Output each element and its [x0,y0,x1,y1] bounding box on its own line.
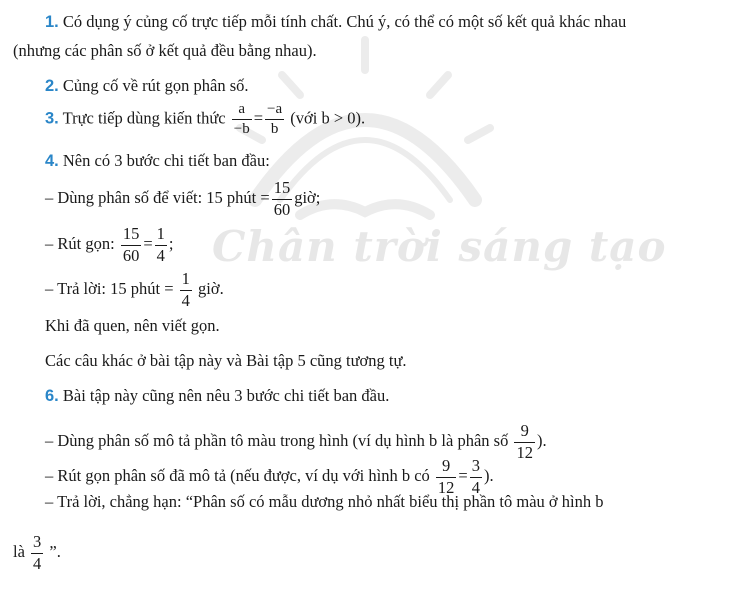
fraction: $\frac{15}{60}$ [122,224,140,265]
step-text: ). [536,430,547,450]
para-6 [45,351,407,371]
step-text: – Dùng phân số mô tả phần tô màu trong hình (ví dụ hình b là phân số [45,430,509,450]
equals-sign: = [253,108,264,128]
para-1 [45,12,626,32]
para-text: Có dụng ý củng cố trực tiếp mỗi tính chất. Chú ý, có thể có một số kết quả khác nhau [62,12,627,31]
step-text: giờ; [294,187,321,207]
item-number: 3. [45,109,59,128]
step-text: ”. [49,541,61,561]
fraction: $\frac{15}{60}$ [273,178,291,219]
para-3 [45,102,365,137]
equals-sign: = [143,233,153,253]
para-text: Bài tập này cũng nên nêu 3 bước chi tiết ban đầu. [62,386,390,405]
step-text: là [13,541,25,561]
para-7-step-3-cont [13,534,61,572]
para-4-step-3 [45,271,224,309]
item-number: 6. [45,387,59,405]
fraction: $\frac{1}{4}$ [181,269,190,310]
step-text: – Rút gọn phân số đã mô tả (nếu được, ví dụ với hình b có [45,465,430,485]
para-text: (với b > 0). [290,108,366,128]
watermark-text: Chân trời sáng tạo [212,222,667,271]
para-5 [45,316,220,336]
para-4-step-1 [45,180,320,218]
para-text: Trực tiếp dùng kiến thức [62,108,226,128]
para-4 [45,151,270,171]
fraction: $\frac{9}{12}$ [437,456,455,497]
para-1-cont [13,41,317,61]
fraction: $\frac{a}{-b}$ [233,101,250,137]
step-text: ). [483,465,494,485]
equals-sign: = [458,465,468,485]
para-text: Củng cố về rút gọn phân số. [62,76,249,95]
para-text: (nhưng các phân số ở kết quả đều bằng nhau). [13,41,317,60]
step-text: – Dùng phân số để viết: 15 phút = [45,187,270,207]
para-2 [45,76,249,96]
para-7-step-2 [45,458,494,496]
para-text: Khi đã quen, nên viết gọn. [45,316,220,335]
fraction: $\frac{3}{4}$ [33,532,42,573]
step-text: ; [168,233,174,253]
fraction: $\frac{-a}{b}$ [267,101,283,137]
para-4-step-2 [45,226,173,264]
step-text: – Trả lời, chẳng hạn: “Phân số có mẫu dương nhỏ nhất biểu thị phần tô màu ở hình b [45,492,604,511]
item-number: 4. [45,152,59,170]
fraction: $\frac{1}{4}$ [156,224,165,265]
fraction: $\frac{3}{4}$ [471,456,480,497]
para-7 [45,386,389,406]
para-text: Nên có 3 bước chi tiết ban đầu: [62,151,270,170]
para-text: Các câu khác ở bài tập này và Bài tập 5 cũng tương tự. [45,351,407,370]
fraction: $\frac{9}{12}$ [516,421,533,462]
para-7-step-3 [45,492,603,512]
step-text: – Rút gọn: [45,233,115,253]
item-number: 1. [45,13,59,31]
item-number: 2. [45,77,59,95]
step-text: giờ. [198,278,224,298]
step-text: – Trả lời: 15 phút = [45,278,174,298]
